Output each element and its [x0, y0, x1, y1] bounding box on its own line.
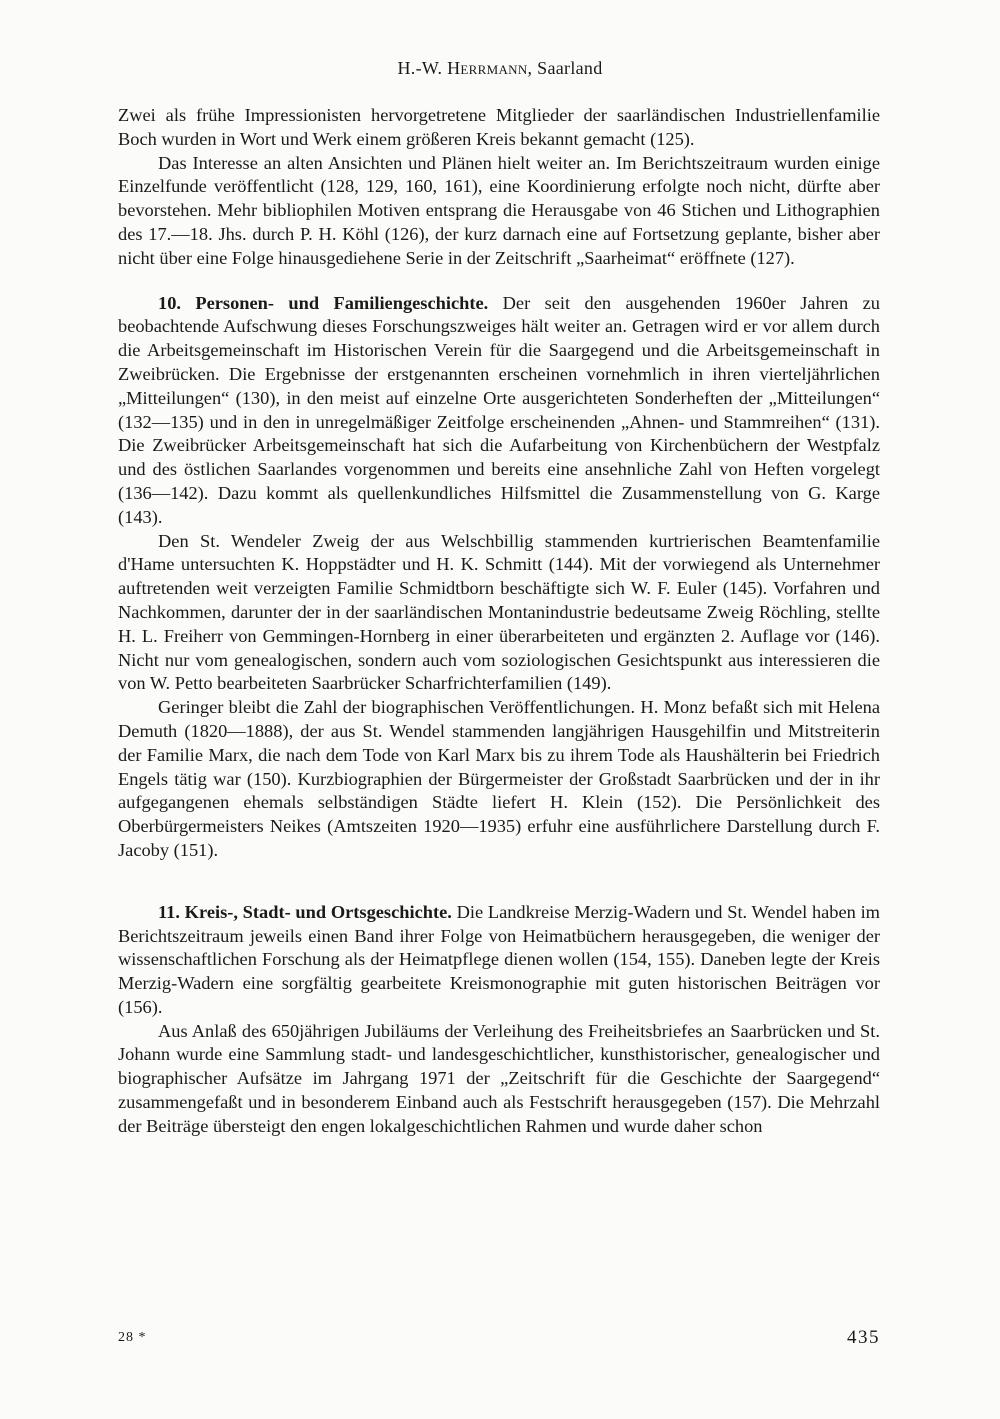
paragraph-1: Zwei als frühe Impressionisten hervorgetretene Mitglieder der saarländischen Industriellenfamilie Boch wurden in Wort und Werk einem größeren Kreis bekannt gemacht (125). [118, 105, 880, 149]
body-text [118, 104, 880, 1139]
paragraph-5: Geringer bleibt die Zahl der biographischen Veröffentlichungen. H. Monz befaßt sich mit Helena Demuth (1820—1888), der aus St. Wendel stammenden langjährigen Hausgehilfin und Mitstreiterin der Familie Marx, die nach dem Tode von Karl Marx bis zu ihrem Tode als Haushälterin bei Friedrich Engels tätig war (150). Kurzbiographien der Bürgermeister der Großstadt Saarbrücken und der in ihr aufgegangenen ehemals selbständigen Städte liefert H. Klein (152). Die Persönlichkeit des Oberbürgermeisters Neikes (Amtszeiten 1920—1935) erfuhr eine ausführlichere Darstellung durch F. Jacoby (151). [118, 697, 880, 860]
region-name: Saarland [537, 58, 603, 78]
section-10-text: Der seit den ausgehenden 1960er Jahren zu beobachtende Aufschwung dieses Forschungszweiges hält weiter an. Getragen wird er vor allem durch die Arbeitsgemeinschaft im Historischen Verein für die Saargegend und die Arbeitsgemeinschaft in Zweibrücken. Die Ergebnisse der erstgenannten erscheinen vornehmlich in ihren vierteljährlichen „Mitteilungen“ (130), in den meist auf einzelne Orte ausgerichteten Sonderheften der „Mitteilungen“ (132—135) und in den in unregelmäßiger Zeitfolge erscheinenden „Ahnen- und Stammreihen“ (131). Die Zweibrücker Arbeitsgemeinschaft hat sich die Aufarbeitung von Kirchenbüchern der Westpfalz und des östlichen Saarlandes vorgenommen und bereits eine ansehnliche Zahl von Heften vorgelegt (136—142). Dazu kommt als quellenkundliches Hilfsmittel die Zusammenstellung von G. Karge (143). [118, 292, 880, 527]
section-11-paragraph [118, 901, 880, 1020]
section-11-text: Die Landkreise Merzig-Wadern und St. Wendel haben im Berichtszeitraum jeweils einen Band ihrer Folge von Heimatbüchern herausgegeben, die weniger der wissenschaftlichen Forschung als der Heimatpflege dienen wollen (154, 155). Daneben legte der Kreis Merzig-Wadern eine sorgfältig gearbeitete Kreismonographie mit guten historischen Beiträgen vor (156). [118, 901, 880, 1017]
section-10-paragraph [118, 292, 880, 530]
running-head [0, 58, 1000, 79]
section-heading-10: 10. Personen- und Familiengeschichte. [158, 292, 489, 313]
signature-mark: 28 * [118, 1330, 147, 1345]
paragraph-7: Aus Anlaß des 650jährigen Jubiläums der Verleihung des Freiheitsbriefes an Saarbrücken und St. Johann wurde eine Sammlung stadt- und landesgeschichtlicher, kunsthistorischer, genealogischer und biographischer Aufsätze im Jahrgang 1971 der „Zeitschrift für die Geschichte der Saargegend“ zusammengefaßt und in besonderem Einband auch als Festschrift herausgegeben (157). Die Mehrzahl der Beiträge übersteigt den engen lokalgeschichtlichen Rahmen und wurde daher schon [118, 1020, 880, 1136]
section-heading-11: 11. Kreis-, Stadt- und Ortsgeschichte. [158, 901, 452, 922]
paragraph-2: Das Interesse an alten Ansichten und Plänen hielt weiter an. Im Berichtszeitraum wurden einige Einzelfunde veröffentlicht (128, 129, 160, 161), eine Koordinierung erfolgte noch nicht, dürfte aber bevorstehen. Mehr bibliophilen Motiven entsprang die Herausgabe von 46 Stichen und Lithographien des 17.—18. Jhs. durch P. H. Köhl (126), der kurz darnach eine auf Fortsetzung geplante, bisher aber nicht über eine Folge hinausgediehene Serie in der Zeitschrift „Saarheimat“ eröffnete (127). [118, 152, 880, 268]
author-surname: Herrmann [447, 58, 528, 78]
page-number: 435 [847, 1327, 880, 1348]
author-initials: H.-W. [397, 58, 448, 78]
header-separator: , [527, 58, 538, 78]
paragraph-4: Den St. Wendeler Zweig der aus Welschbillig stammenden kurtrierischen Beamtenfamilie d'Hame untersuchten K. Hoppstädter und H. K. Schmitt (144). Mit der vorwiegend als Unternehmer auftretenden weit verzeigten Familie Schmidtborn beschäftigte sich W. F. Euler (145). Vorfahren und Nachkommen, darunter der in der saarländischen Montanindustrie bedeutsame Zweig Röchling, stellte H. L. Freiherr von Gemmingen-Hornberg in einer überarbeiteten und ergänzten 2. Auflage vor (146). Nicht nur vom genealogischen, sondern auch vom soziologischen Gesichtspunkt aus interessieren die von W. Petto bearbeiteten Saarbrücker Scharfrichterfamilien (149). [118, 530, 880, 694]
